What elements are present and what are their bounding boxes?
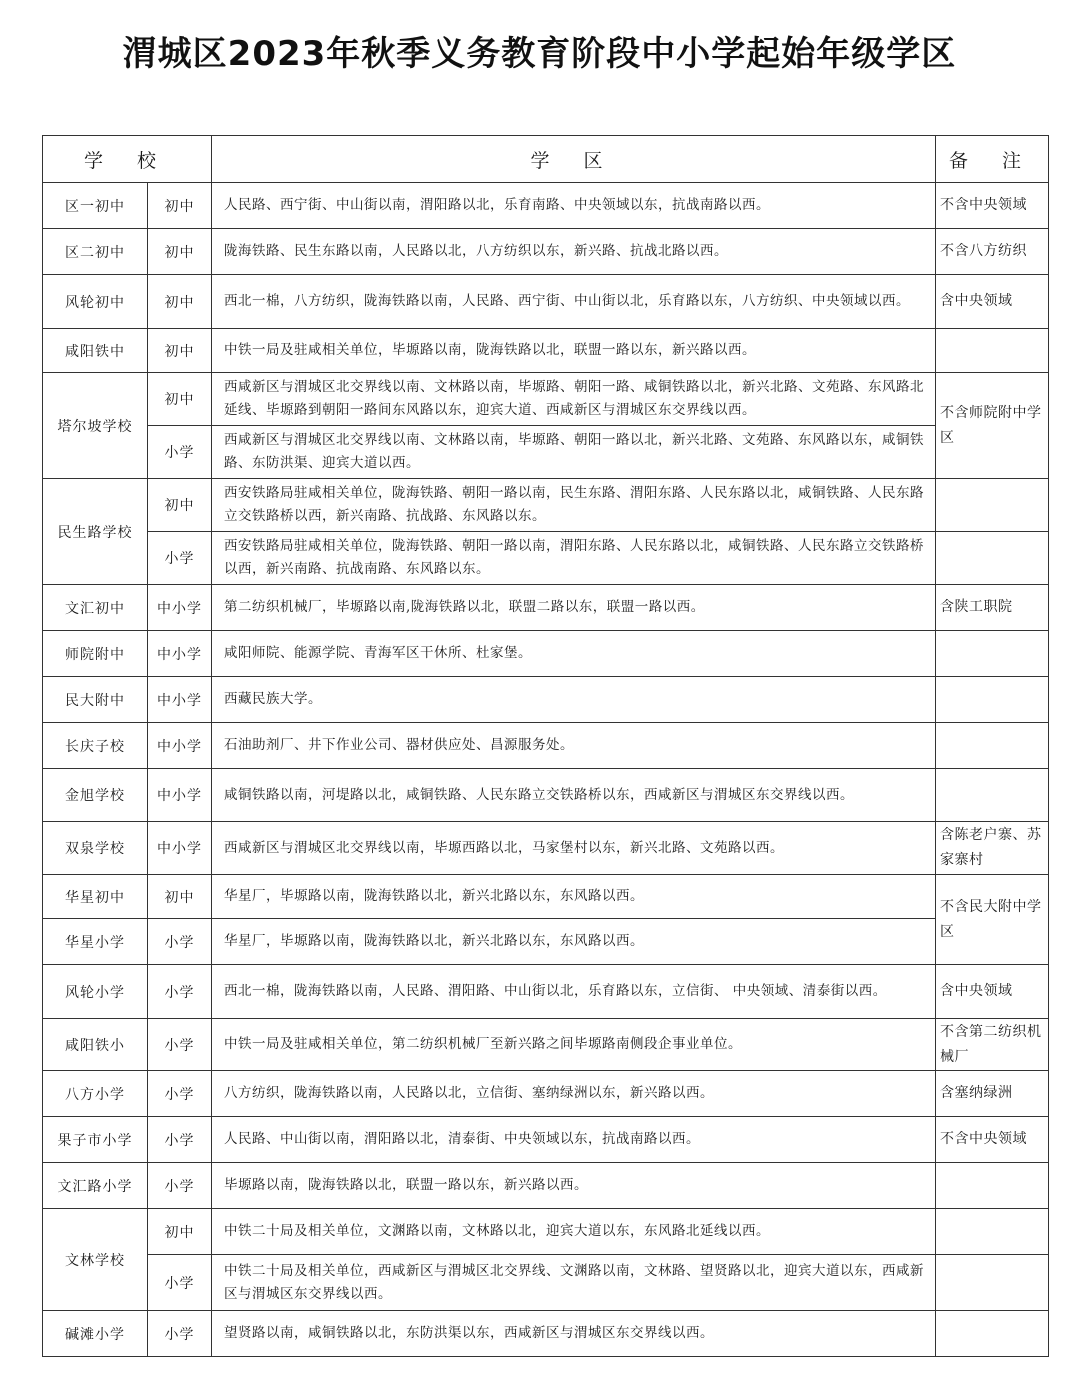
table-row [43, 919, 1049, 965]
remark: 含中央领域 [936, 965, 1049, 1019]
district-zone: 西安铁路局驻咸相关单位，陇海铁路、朝阳一路以南，民生东路、渭阳东路、人民东路以北，咸铜铁路、人民东路立交铁路桥以西，新兴南路、抗战路、东风路以东。 [212, 479, 936, 532]
school-name: 咸阳铁小 [43, 1019, 148, 1071]
remark [936, 479, 1049, 532]
table-row [43, 479, 1049, 532]
remark: 含塞纳绿洲 [936, 1071, 1049, 1117]
school-name: 塔尔坡学校 [43, 373, 148, 479]
school-name: 咸阳铁中 [43, 329, 148, 373]
table-row [43, 1311, 1049, 1357]
district-zone: 中铁二十局及相关单位，西咸新区与渭城区北交界线、文渊路以南，文林路、望贤路以北，迎宾大道以东，西咸新区与渭城区东交界线以西。 [212, 1255, 936, 1311]
school-level: 小学 [148, 919, 212, 965]
school-name: 风轮小学 [43, 965, 148, 1019]
school-name: 华星初中 [43, 875, 148, 919]
school-name: 文汇初中 [43, 585, 148, 631]
school-level: 小学 [148, 1163, 212, 1209]
remark [936, 1311, 1049, 1357]
district-zone: 华星厂，毕塬路以南，陇海铁路以北，新兴北路以东，东风路以西。 [212, 875, 936, 919]
table-row [43, 585, 1049, 631]
district-zone: 西安铁路局驻咸相关单位，陇海铁路、朝阳一路以南，渭阳东路、人民东路以北，咸铜铁路、人民东路立交铁路桥以西，新兴南路、抗战南路、东风路以东。 [212, 532, 936, 585]
school-level: 初中 [148, 875, 212, 919]
school-name: 长庆子校 [43, 723, 148, 769]
table-row [43, 631, 1049, 677]
remark: 不含中央领域 [936, 1117, 1049, 1163]
school-name: 风轮初中 [43, 275, 148, 329]
table-row [43, 769, 1049, 822]
school-name: 区二初中 [43, 229, 148, 275]
district-zone: 中铁一局及驻咸相关单位，毕塬路以南，陇海铁路以北，联盟一路以东，新兴路以西。 [212, 329, 936, 373]
table-row [43, 1163, 1049, 1209]
school-level: 中小学 [148, 822, 212, 875]
school-level: 小学 [148, 1071, 212, 1117]
school-level: 小学 [148, 1311, 212, 1357]
table-row [43, 373, 1049, 426]
remark: 不含中央领域 [936, 183, 1049, 229]
table-row [43, 965, 1049, 1019]
remark [936, 1255, 1049, 1311]
remark [936, 723, 1049, 769]
school-level: 初中 [148, 229, 212, 275]
school-level: 中小学 [148, 769, 212, 822]
school-level: 中小学 [148, 677, 212, 723]
header-school: 学 校 [43, 136, 212, 183]
school-name: 双泉学校 [43, 822, 148, 875]
district-zone: 陇海铁路、民生东路以南，人民路以北，八方纺织以东，新兴路、抗战北路以西。 [212, 229, 936, 275]
school-name: 文汇路小学 [43, 1163, 148, 1209]
table-row [43, 183, 1049, 229]
remark: 不含第二纺织机械厂 [936, 1019, 1049, 1071]
district-zone: 人民路、中山街以南，渭阳路以北，清泰街、中央领域以东，抗战南路以西。 [212, 1117, 936, 1163]
district-zone: 西咸新区与渭城区北交界线以南，毕塬西路以北，马家堡村以东，新兴北路、文苑路以西。 [212, 822, 936, 875]
remark [936, 1163, 1049, 1209]
table-row [43, 1117, 1049, 1163]
remark [936, 329, 1049, 373]
district-zone: 咸铜铁路以南，河堤路以北，咸铜铁路、人民东路立交铁路桥以东，西咸新区与渭城区东交界线以西。 [212, 769, 936, 822]
district-zone: 中铁一局及驻咸相关单位，第二纺织机械厂至新兴路之间毕塬路南侧段企事业单位。 [212, 1019, 936, 1071]
school-name: 碱滩小学 [43, 1311, 148, 1357]
header-note: 备 注 [936, 136, 1049, 183]
school-level: 小学 [148, 1255, 212, 1311]
district-zone: 中铁二十局及相关单位，文渊路以南，文林路以北，迎宾大道以东，东风路北延线以西。 [212, 1209, 936, 1255]
school-name: 果子市小学 [43, 1117, 148, 1163]
school-level: 初中 [148, 373, 212, 426]
district-zone: 西咸新区与渭城区北交界线以南、文林路以南，毕塬路、朝阳一路、咸铜铁路以北，新兴北路、文苑路、东风路北延线、毕塬路到朝阳一路间东风路以东，迎宾大道、西咸新区与渭城区东交界线以西。 [212, 373, 936, 426]
remark: 不含民大附中学区 [936, 875, 1049, 965]
table-row [43, 677, 1049, 723]
table-row [43, 229, 1049, 275]
table-row [43, 875, 1049, 919]
table-header-row [43, 136, 1049, 183]
remark [936, 769, 1049, 822]
table-row [43, 1071, 1049, 1117]
remark: 含中央领域 [936, 275, 1049, 329]
school-level: 小学 [148, 426, 212, 479]
table-row [43, 426, 1049, 479]
district-zone: 西藏民族大学。 [212, 677, 936, 723]
district-zone: 第二纺织机械厂，毕塬路以南,陇海铁路以北，联盟二路以东，联盟一路以西。 [212, 585, 936, 631]
table-row [43, 822, 1049, 875]
remark [936, 631, 1049, 677]
school-level: 初中 [148, 1209, 212, 1255]
school-level: 小学 [148, 1019, 212, 1071]
table-row [43, 1209, 1049, 1255]
school-level: 中小学 [148, 585, 212, 631]
table-row [43, 1255, 1049, 1311]
school-name: 民大附中 [43, 677, 148, 723]
remark: 含陈老户寨、苏家寨村 [936, 822, 1049, 875]
school-name: 民生路学校 [43, 479, 148, 585]
school-level: 中小学 [148, 631, 212, 677]
page-title: 渭城区2023年秋季义务教育阶段中小学起始年级学区 [122, 34, 957, 74]
school-name: 文林学校 [43, 1209, 148, 1311]
district-zone: 咸阳师院、能源学院、青海军区干休所、杜家堡。 [212, 631, 936, 677]
school-name: 金旭学校 [43, 769, 148, 822]
school-name: 区一初中 [43, 183, 148, 229]
school-level: 小学 [148, 1117, 212, 1163]
school-name: 八方小学 [43, 1071, 148, 1117]
district-zone: 人民路、西宁街、中山街以南，渭阳路以北，乐育南路、中央领域以东，抗战南路以西。 [212, 183, 936, 229]
school-level: 初中 [148, 275, 212, 329]
school-level: 初中 [148, 329, 212, 373]
district-zone: 八方纺织，陇海铁路以南，人民路以北，立信街、塞纳绿洲以东，新兴路以西。 [212, 1071, 936, 1117]
district-zone: 毕塬路以南，陇海铁路以北，联盟一路以东，新兴路以西。 [212, 1163, 936, 1209]
district-zone: 西咸新区与渭城区北交界线以南、文林路以南，毕塬路、朝阳一路以北，新兴北路、文苑路、东风路以东，咸铜铁路、东防洪渠、迎宾大道以西。 [212, 426, 936, 479]
district-zone: 华星厂，毕塬路以南，陇海铁路以北，新兴北路以东，东风路以西。 [212, 919, 936, 965]
school-level: 小学 [148, 532, 212, 585]
remark [936, 1209, 1049, 1255]
remark: 含陕工职院 [936, 585, 1049, 631]
school-level: 小学 [148, 965, 212, 1019]
remark: 不含八方纺织 [936, 229, 1049, 275]
school-name: 华星小学 [43, 919, 148, 965]
district-zone: 望贤路以南，咸铜铁路以北，东防洪渠以东，西咸新区与渭城区东交界线以西。 [212, 1311, 936, 1357]
district-zone: 石油助剂厂、井下作业公司、器材供应处、昌源服务处。 [212, 723, 936, 769]
table-row [43, 532, 1049, 585]
remark [936, 532, 1049, 585]
school-district-table [42, 135, 1049, 1357]
table-row [43, 329, 1049, 373]
remark: 不含师院附中学区 [936, 373, 1049, 479]
school-level: 初中 [148, 183, 212, 229]
school-name: 师院附中 [43, 631, 148, 677]
header-zone: 学 区 [212, 136, 936, 183]
remark [936, 677, 1049, 723]
school-level: 初中 [148, 479, 212, 532]
table-row [43, 1019, 1049, 1071]
table-row [43, 275, 1049, 329]
table-row [43, 723, 1049, 769]
district-zone: 西北一棉，陇海铁路以南，人民路、渭阳路、中山街以北，乐育路以东，立信街、 中央领域、清泰街以西。 [212, 965, 936, 1019]
school-level: 中小学 [148, 723, 212, 769]
district-zone: 西北一棉，八方纺织，陇海铁路以南，人民路、西宁街、中山街以北，乐育路以东，八方纺织、中央领域以西。 [212, 275, 936, 329]
